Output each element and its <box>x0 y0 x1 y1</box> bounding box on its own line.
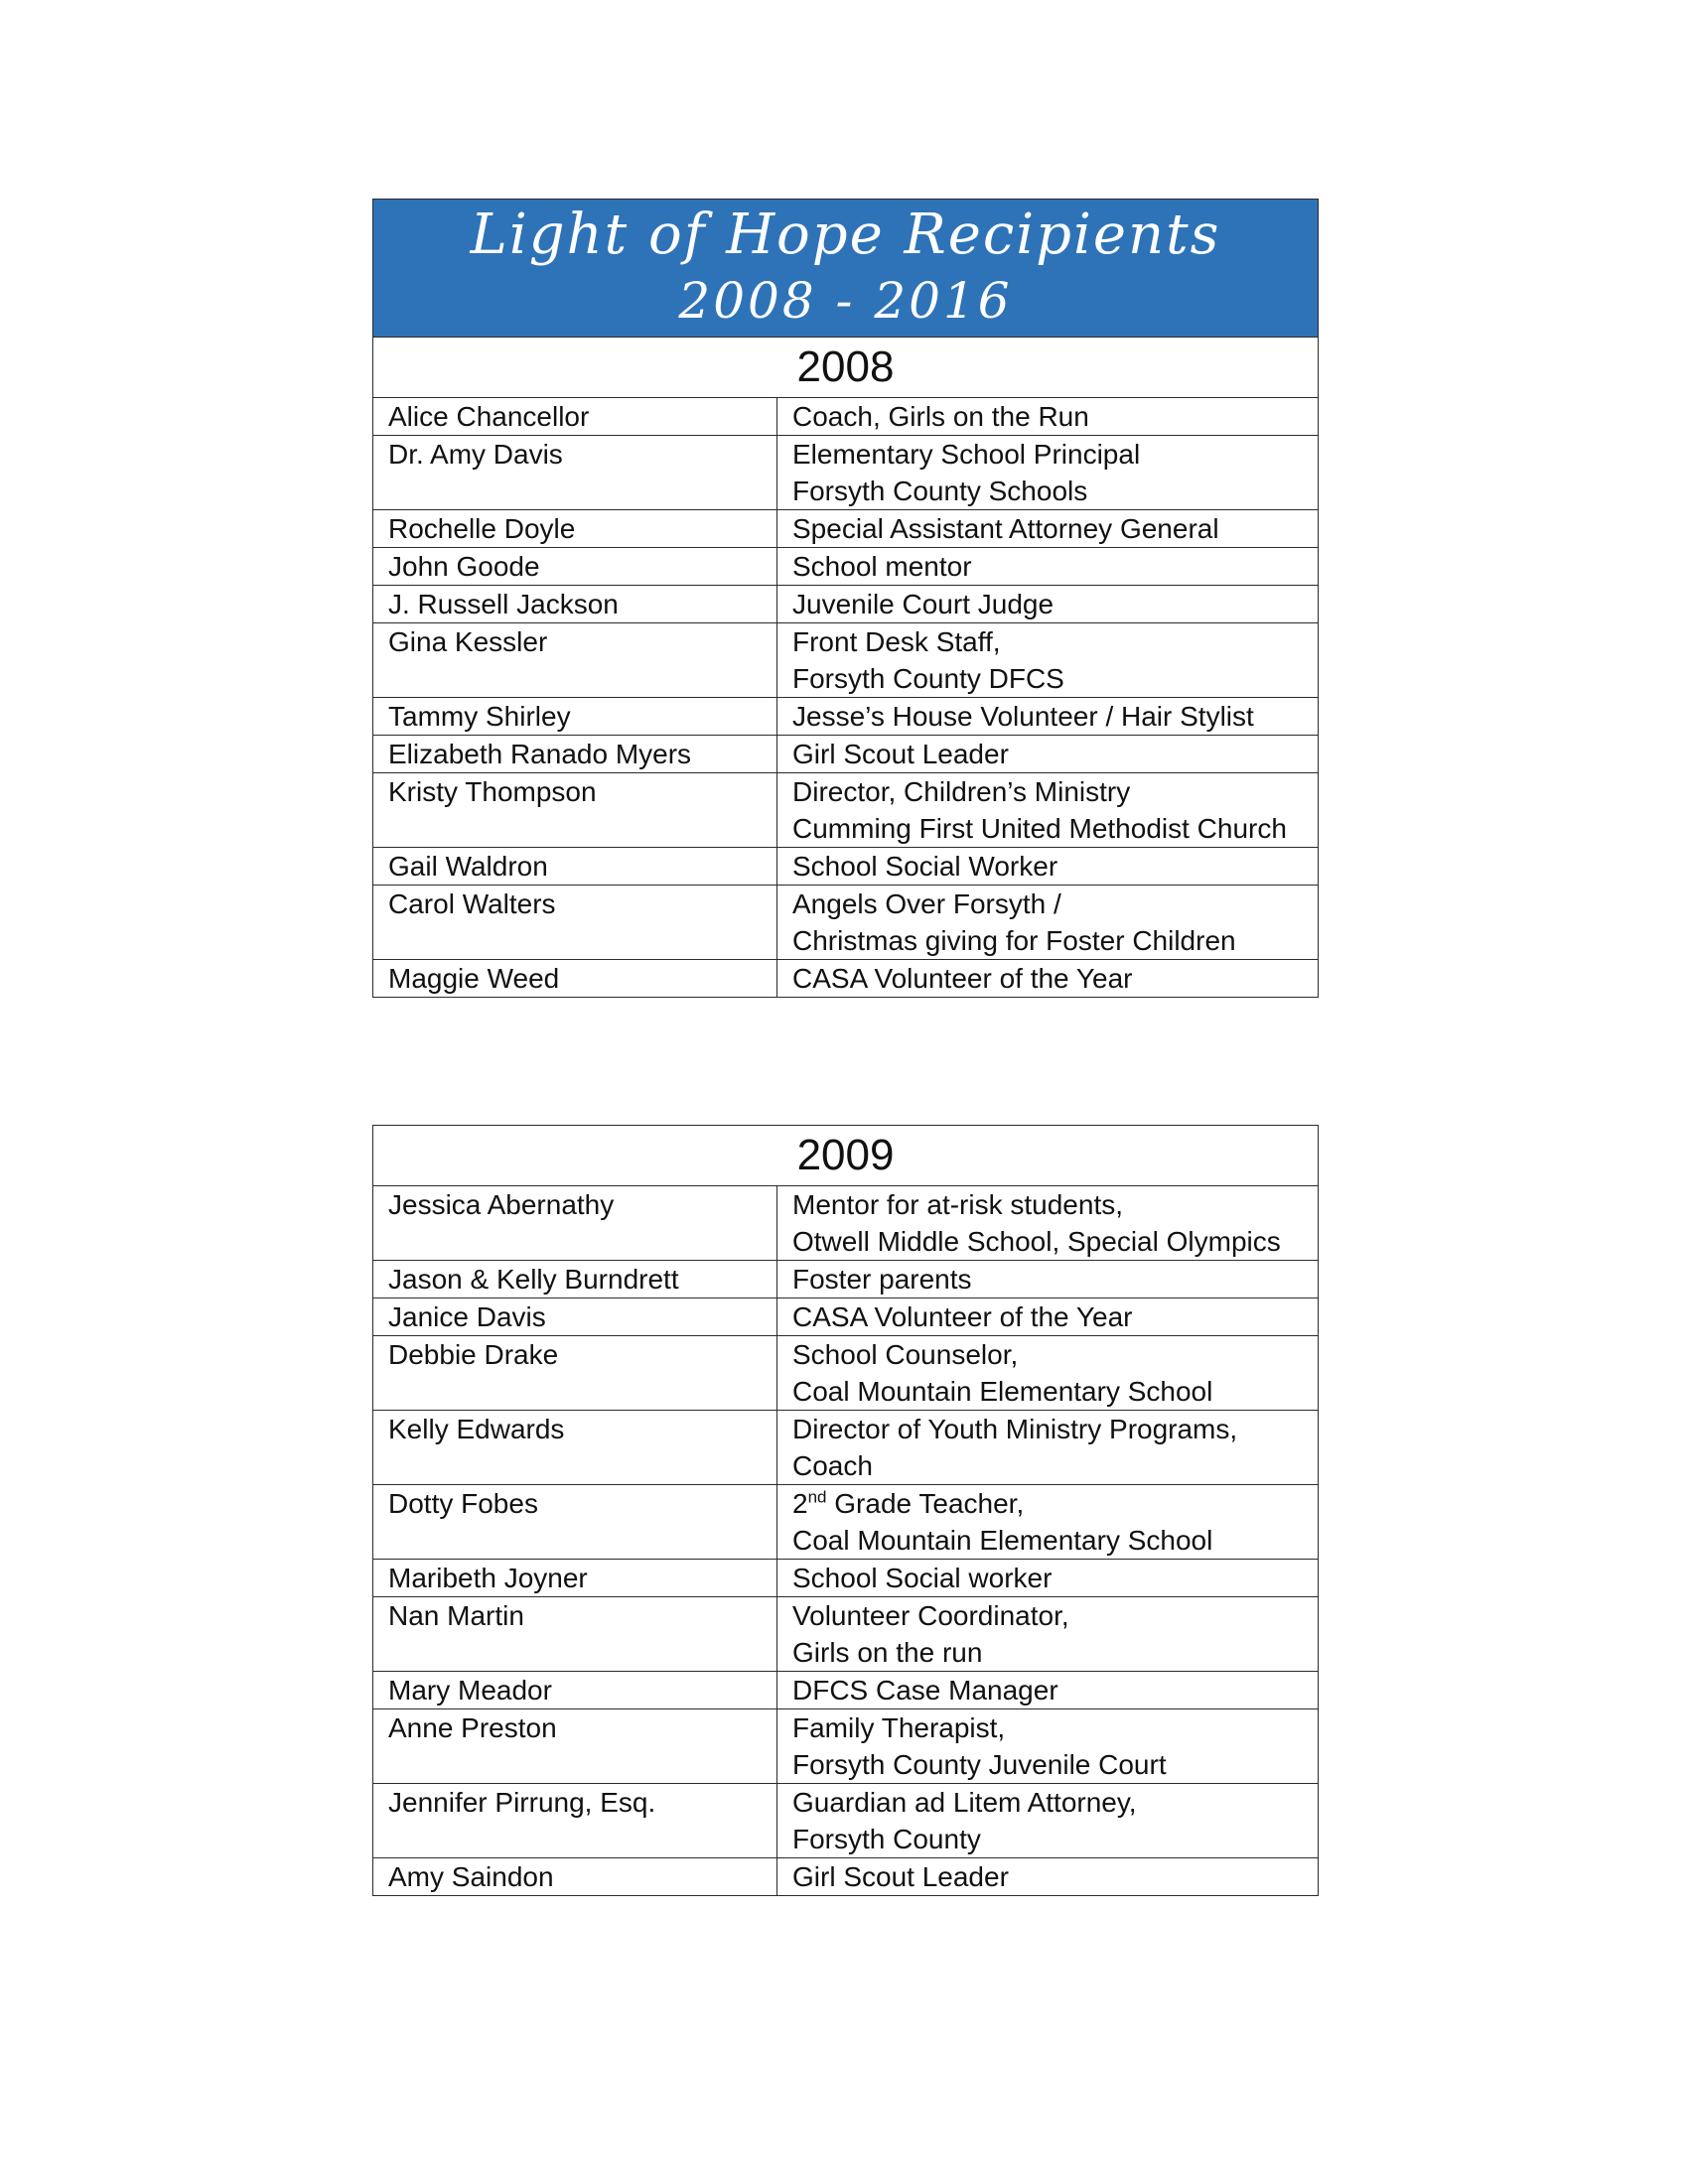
recipient-name: Debbie Drake <box>373 1336 777 1411</box>
recipient-name: Gina Kessler <box>373 623 777 698</box>
ordinal-number: 2 <box>792 1488 808 1519</box>
description-line: Special Assistant Attorney General <box>792 513 1219 544</box>
description-line: Jesse’s House Volunteer / Hair Stylist <box>792 701 1254 732</box>
recipient-description <box>777 698 1319 736</box>
recipient-description <box>777 436 1319 510</box>
recipient-name: Anne Preston <box>373 1709 777 1784</box>
table-row <box>373 848 1319 886</box>
recipient-description <box>777 1411 1319 1485</box>
page-title: Light of Hope Recipients <box>470 203 1221 267</box>
description-line: Christmas giving for Foster Children <box>792 925 1236 956</box>
ordinal-suffix: nd <box>807 1487 827 1507</box>
recipient-name: Elizabeth Ranado Myers <box>373 736 777 773</box>
recipient-name: Maggie Weed <box>373 960 777 998</box>
description-line: Front Desk Staff, <box>792 626 1001 657</box>
recipient-description <box>777 1298 1319 1336</box>
description-line: Otwell Middle School, Special Olympics <box>792 1226 1281 1257</box>
description-line: Coal Mountain Elementary School <box>792 1376 1213 1407</box>
description-line: Director, Children’s Ministry <box>792 776 1131 807</box>
table-row <box>373 1858 1319 1896</box>
description-line: Volunteer Coordinator, <box>792 1600 1069 1631</box>
recipient-name: Janice Davis <box>373 1298 777 1336</box>
description-line: Forsyth County <box>792 1824 981 1854</box>
table-row <box>373 1485 1319 1560</box>
recipient-name: Nan Martin <box>373 1597 777 1672</box>
recipient-description <box>777 1597 1319 1672</box>
description-line: Juvenile Court Judge <box>792 589 1055 619</box>
recipient-description <box>777 1784 1319 1858</box>
description-line: Forsyth County Schools <box>792 476 1088 506</box>
description-line: Cumming First United Methodist Church <box>792 813 1287 844</box>
table-row <box>373 1411 1319 1485</box>
recipient-description <box>777 1858 1319 1896</box>
recipient-description <box>777 960 1319 998</box>
recipient-name: Amy Saindon <box>373 1858 777 1896</box>
description-line: Director of Youth Ministry Programs, <box>792 1414 1238 1444</box>
table-row <box>373 1336 1319 1411</box>
table-row <box>373 586 1319 623</box>
table-row <box>373 1261 1319 1298</box>
table-row <box>373 736 1319 773</box>
table-row <box>373 1560 1319 1597</box>
description-line: CASA Volunteer of the Year <box>792 963 1133 994</box>
recipient-name: Jason & Kelly Burndrett <box>373 1261 777 1298</box>
table-row <box>373 1186 1319 1261</box>
description-line: Girl Scout Leader <box>792 1861 1009 1892</box>
description-line: Coach, Girls on the Run <box>792 401 1089 432</box>
recipient-name: J. Russell Jackson <box>373 586 777 623</box>
title-banner <box>373 200 1319 338</box>
description-line: Foster parents <box>792 1264 972 1295</box>
description-line: Forsyth County Juvenile Court <box>792 1749 1167 1780</box>
table-row <box>373 623 1319 698</box>
recipient-name: Jessica Abernathy <box>373 1186 777 1261</box>
table-row <box>373 398 1319 436</box>
recipient-name: Kelly Edwards <box>373 1411 777 1485</box>
recipient-description <box>777 623 1319 698</box>
recipient-name: Maribeth Joyner <box>373 1560 777 1597</box>
table-row <box>373 698 1319 736</box>
year-header-row <box>373 338 1319 398</box>
year-heading: 2008 <box>373 338 1319 398</box>
recipient-description <box>777 848 1319 886</box>
description-line: Girl Scout Leader <box>792 739 1009 769</box>
recipient-name: John Goode <box>373 548 777 586</box>
table-row <box>373 886 1319 960</box>
recipient-description <box>777 1672 1319 1709</box>
table-row <box>373 548 1319 586</box>
recipient-description <box>777 398 1319 436</box>
description-line: Coach <box>792 1450 873 1481</box>
recipient-description <box>777 548 1319 586</box>
recipient-description <box>777 1336 1319 1411</box>
table-row <box>373 510 1319 548</box>
recipient-name: Dr. Amy Davis <box>373 436 777 510</box>
ordinal-rest: Grade Teacher, <box>826 1488 1025 1519</box>
description-line: School Counselor, <box>792 1339 1019 1370</box>
table-row <box>373 1709 1319 1784</box>
recipient-description <box>777 586 1319 623</box>
table-row <box>373 1784 1319 1858</box>
table-row <box>373 773 1319 848</box>
description-line: School Social Worker <box>792 851 1058 882</box>
recipient-description <box>777 510 1319 548</box>
description-line: CASA Volunteer of the Year <box>792 1301 1133 1332</box>
description-line <box>792 1485 1318 1522</box>
recipient-description <box>777 1261 1319 1298</box>
description-line: Family Therapist, <box>792 1712 1006 1743</box>
recipient-description <box>777 773 1319 848</box>
recipient-description <box>777 1709 1319 1784</box>
table-row <box>373 960 1319 998</box>
recipient-name: Kristy Thompson <box>373 773 777 848</box>
table-row <box>373 1672 1319 1709</box>
recipient-description <box>777 1560 1319 1597</box>
description-line: Elementary School Principal <box>792 439 1141 470</box>
description-line: Girls on the run <box>792 1637 983 1668</box>
recipient-name: Dotty Fobes <box>373 1485 777 1560</box>
description-line: Forsyth County DFCS <box>792 663 1064 694</box>
description-line: Guardian ad Litem Attorney, <box>792 1787 1137 1818</box>
recipient-name: Mary Meador <box>373 1672 777 1709</box>
table-row <box>373 436 1319 510</box>
recipient-name: Rochelle Doyle <box>373 510 777 548</box>
recipient-description <box>777 1186 1319 1261</box>
year-heading: 2009 <box>373 1126 1319 1186</box>
description-line: School Social worker <box>792 1563 1053 1593</box>
recipient-name: Alice Chancellor <box>373 398 777 436</box>
description-line: Mentor for at-risk students, <box>792 1189 1124 1220</box>
table-row <box>373 1298 1319 1336</box>
recipient-description <box>777 736 1319 773</box>
description-line: Coal Mountain Elementary School <box>792 1525 1213 1556</box>
table-row <box>373 1597 1319 1672</box>
recipient-name: Carol Walters <box>373 886 777 960</box>
title-banner-row <box>373 200 1319 338</box>
description-line: School mentor <box>792 551 972 582</box>
recipient-description <box>777 886 1319 960</box>
recipient-description <box>777 1485 1319 1560</box>
recipient-name: Jennifer Pirrung, Esq. <box>373 1784 777 1858</box>
recipients-table-2008 <box>372 199 1319 998</box>
year-header-row <box>373 1126 1319 1186</box>
description-line: DFCS Case Manager <box>792 1675 1058 1706</box>
recipients-table-2009 <box>372 1125 1319 1896</box>
recipient-name: Gail Waldron <box>373 848 777 886</box>
description-line: Angels Over Forsyth / <box>792 888 1061 919</box>
year-range: 2008 - 2016 <box>678 272 1013 330</box>
recipient-name: Tammy Shirley <box>373 698 777 736</box>
